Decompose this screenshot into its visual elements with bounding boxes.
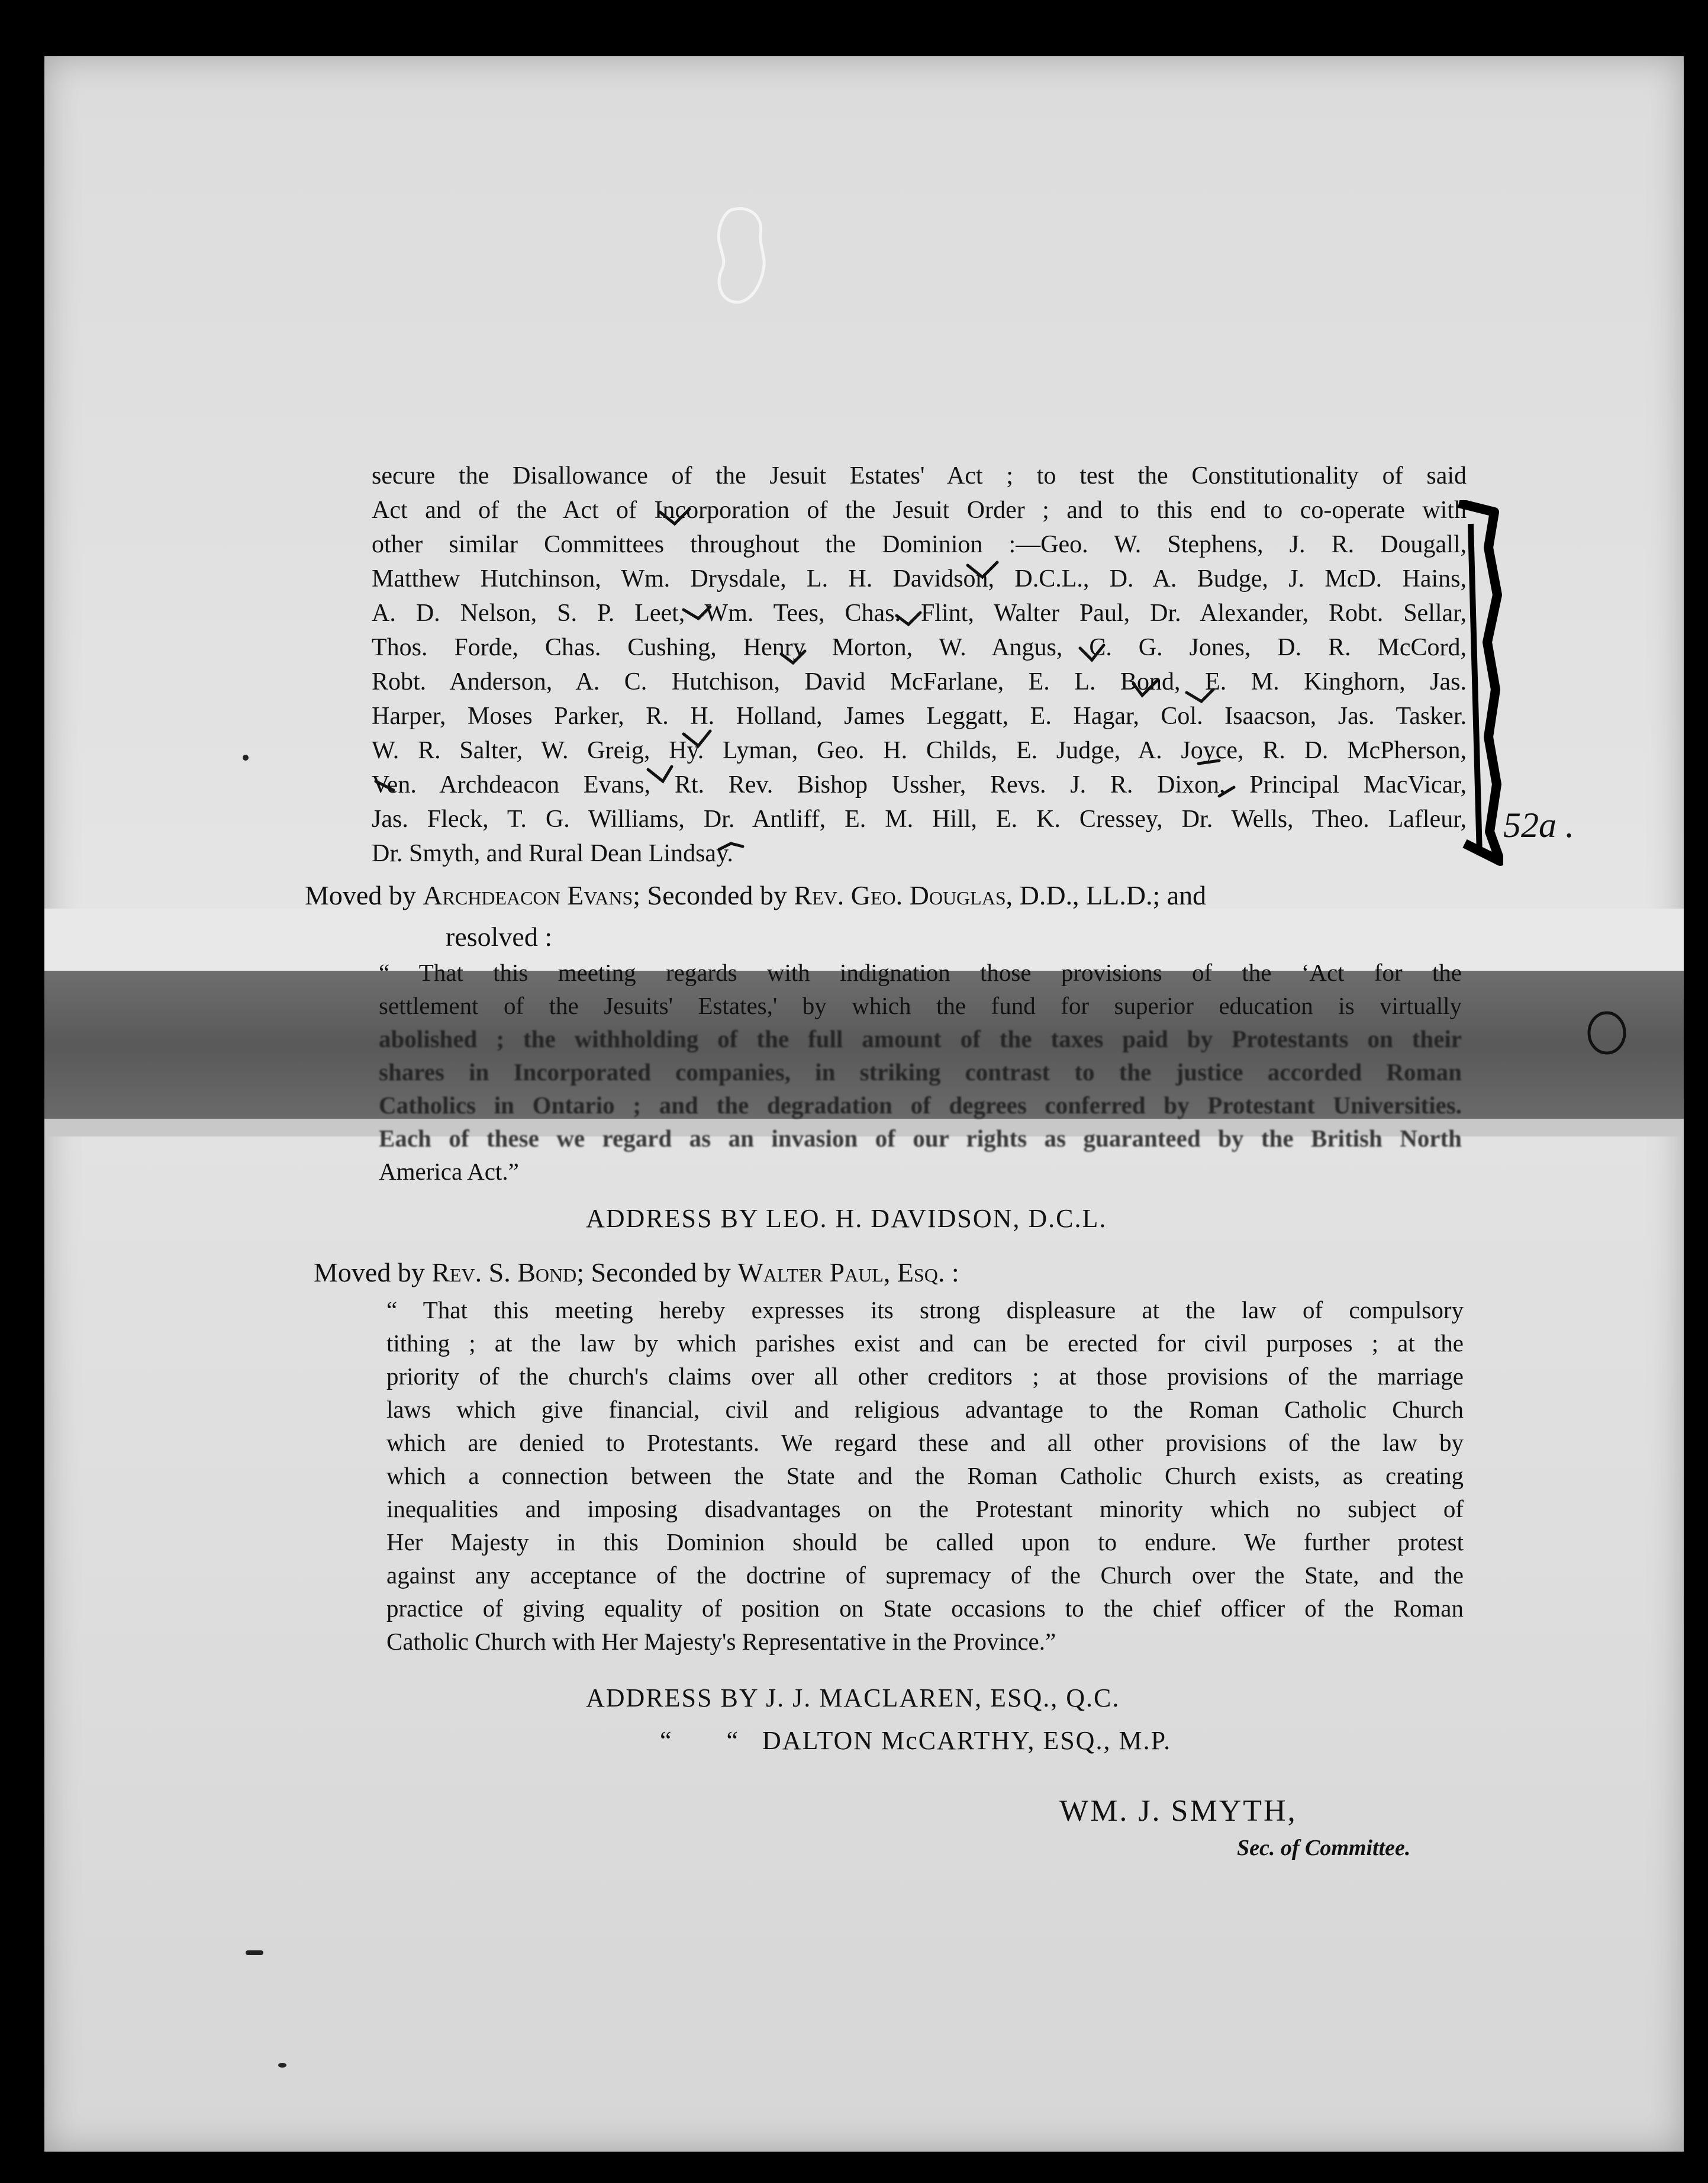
resolution-line-obscured: Each of these we regard as an invasion of our rights as guaranteed by the British North: [379, 1125, 1462, 1152]
resolution-line: America Act.”: [379, 1158, 519, 1185]
signature-title: Sec. of Committee.: [1237, 1836, 1411, 1860]
handwritten-bracket-mark: [1453, 500, 1503, 867]
committee-line: secure the Disallowance of the Jesuit Estates' Act ; to test the Constitutionality of said: [372, 462, 1467, 490]
resolution-line: priority of the church's claims over all other creditors ; at those provisions of the marriage: [386, 1363, 1464, 1390]
stray-mark: [278, 2063, 286, 2068]
signature-name: WM. J. SMYTH,: [1059, 1794, 1297, 1828]
resolution-line: “ That this meeting regards with indignation those provisions of the ‘Act for the: [379, 959, 1462, 986]
seconder-name: Walter Paul, Esq.: [737, 1257, 945, 1287]
committee-line: Ven. Archdeacon Evans, Rt. Rev. Bishop Ussher, Revs. J. R. Dixon, Principal MacVicar,: [372, 771, 1467, 798]
committee-line: Thos. Forde, Chas. Cushing, Henry Morton, W. Angus, C. G. Jones, D. R. McCord,: [372, 634, 1467, 661]
resolution-line: against any acceptance of the doctrine of supremacy of the Church over the State, and the: [386, 1561, 1464, 1589]
document-page: [44, 56, 1684, 2152]
seconded-by-label: ; Seconded by: [576, 1257, 731, 1287]
stray-mark: [243, 755, 249, 761]
faint-outline-mark: [707, 204, 778, 311]
resolution-line: settlement of the Jesuits' Estates,' by which the fund for superior education is virtually: [379, 992, 1462, 1019]
committee-line: other similar Committees throughout the Dominion :—Geo. W. Stephens, J. R. Dougall,: [372, 531, 1467, 558]
resolution-line-obscured: Catholics in Ontario ; and the degradation of degrees conferred by Protestant Universities.: [379, 1092, 1462, 1119]
committee-line: Harper, Moses Parker, R. H. Holland, James Leggatt, E. Hagar, Col. Isaacson, Jas. Tasker.: [372, 703, 1467, 730]
resolution-line: inequalities and imposing disadvantages on the Protestant minority which no subject of: [386, 1495, 1464, 1522]
address-heading-mccarthy: “ “ DALTON McCARTHY, ESQ., M.P.: [660, 1726, 1172, 1755]
motion-suffix: ; and: [1152, 880, 1207, 910]
handwritten-circle-mark: [1583, 1009, 1630, 1057]
resolution-1-text: [379, 956, 1462, 1188]
committee-line: Robt. Anderson, A. C. Hutchison, David McFarlane, E. L. Bond, E. M. Kinghorn, Jas.: [372, 668, 1467, 696]
address-heading-davidson: ADDRESS BY LEO. H. DAVIDSON, D.C.L.: [586, 1204, 1107, 1233]
committee-line: Dr. Smyth, and Rural Dean Lindsay.: [372, 840, 733, 867]
resolution-line: “ That this meeting hereby expresses its strong displeasure at the law of compulsory: [386, 1296, 1464, 1324]
resolution-line-obscured: shares in Incorporated companies, in striking contrast to the justice accorded Roman: [379, 1058, 1462, 1086]
seconded-by-label: ; Seconded by: [633, 880, 787, 910]
committee-line: W. R. Salter, W. Greig, Hy. Lyman, Geo. H. Childs, E. Judge, A. Joyce, R. D. McPherson,: [372, 737, 1467, 764]
resolution-line: which a connection between the State and the Roman Catholic Church exists, as creating: [386, 1462, 1464, 1489]
resolution-line: which are denied to Protestants. We regard these and all other provisions of the law by: [386, 1429, 1464, 1456]
resolution-line-obscured: abolished ; the withholding of the full amount of the taxes paid by Protestants on their: [379, 1025, 1462, 1052]
resolution-line: tithing ; at the law by which parishes exist and can be erected for civil purposes ; at the: [386, 1329, 1464, 1357]
committee-line: A. D. Nelson, S. P. Leet, Wm. Tees, Chas. Flint, Walter Paul, Dr. Alexander, Robt. Sellar,: [372, 600, 1467, 627]
motion-suffix: :: [945, 1257, 959, 1287]
committee-member-list: [372, 459, 1467, 871]
resolution-2-text: [386, 1293, 1464, 1658]
stray-mark: [246, 1950, 263, 1955]
handwritten-margin-note: 52a .: [1503, 806, 1574, 845]
address-heading-maclaren: ADDRESS BY J. J. MACLAREN, ESQ., Q.C.: [586, 1683, 1120, 1712]
motion-2-heading: [314, 1255, 959, 1290]
committee-line: Jas. Fleck, T. G. Williams, Dr. Antliff, E. M. Hill, E. K. Cressey, Dr. Wells, Theo. Lafleur,: [372, 806, 1467, 833]
seconder-name: Rev. Geo. Douglas, D.D., LL.D.: [794, 880, 1153, 910]
resolution-line: laws which give financial, civil and religious advantage to the Roman Catholic Church: [386, 1396, 1464, 1423]
moved-by-label: Moved by: [305, 880, 416, 910]
committee-line: Act and of the Act of Incorporation of the Jesuit Order ; and to this end to co-operate with: [372, 497, 1467, 524]
motion-1-resolved: resolved :: [446, 922, 553, 952]
resolution-line: Catholic Church with Her Majesty's Representative in the Province.”: [386, 1628, 1056, 1655]
resolution-line: Her Majesty in this Dominion should be called upon to endure. We further protest: [386, 1528, 1464, 1556]
motion-1-heading: [305, 878, 1206, 913]
mover-name: Rev. S. Bond: [431, 1257, 577, 1287]
mover-name: Archdeacon Evans: [423, 880, 633, 910]
moved-by-label: Moved by: [314, 1257, 425, 1287]
committee-line: Matthew Hutchinson, Wm. Drysdale, L. H. Davidson, D.C.L., D. A. Budge, J. McD. Hains,: [372, 565, 1467, 593]
resolution-line: practice of giving equality of position on State occasions to the chief officer of the Roman: [386, 1595, 1464, 1622]
